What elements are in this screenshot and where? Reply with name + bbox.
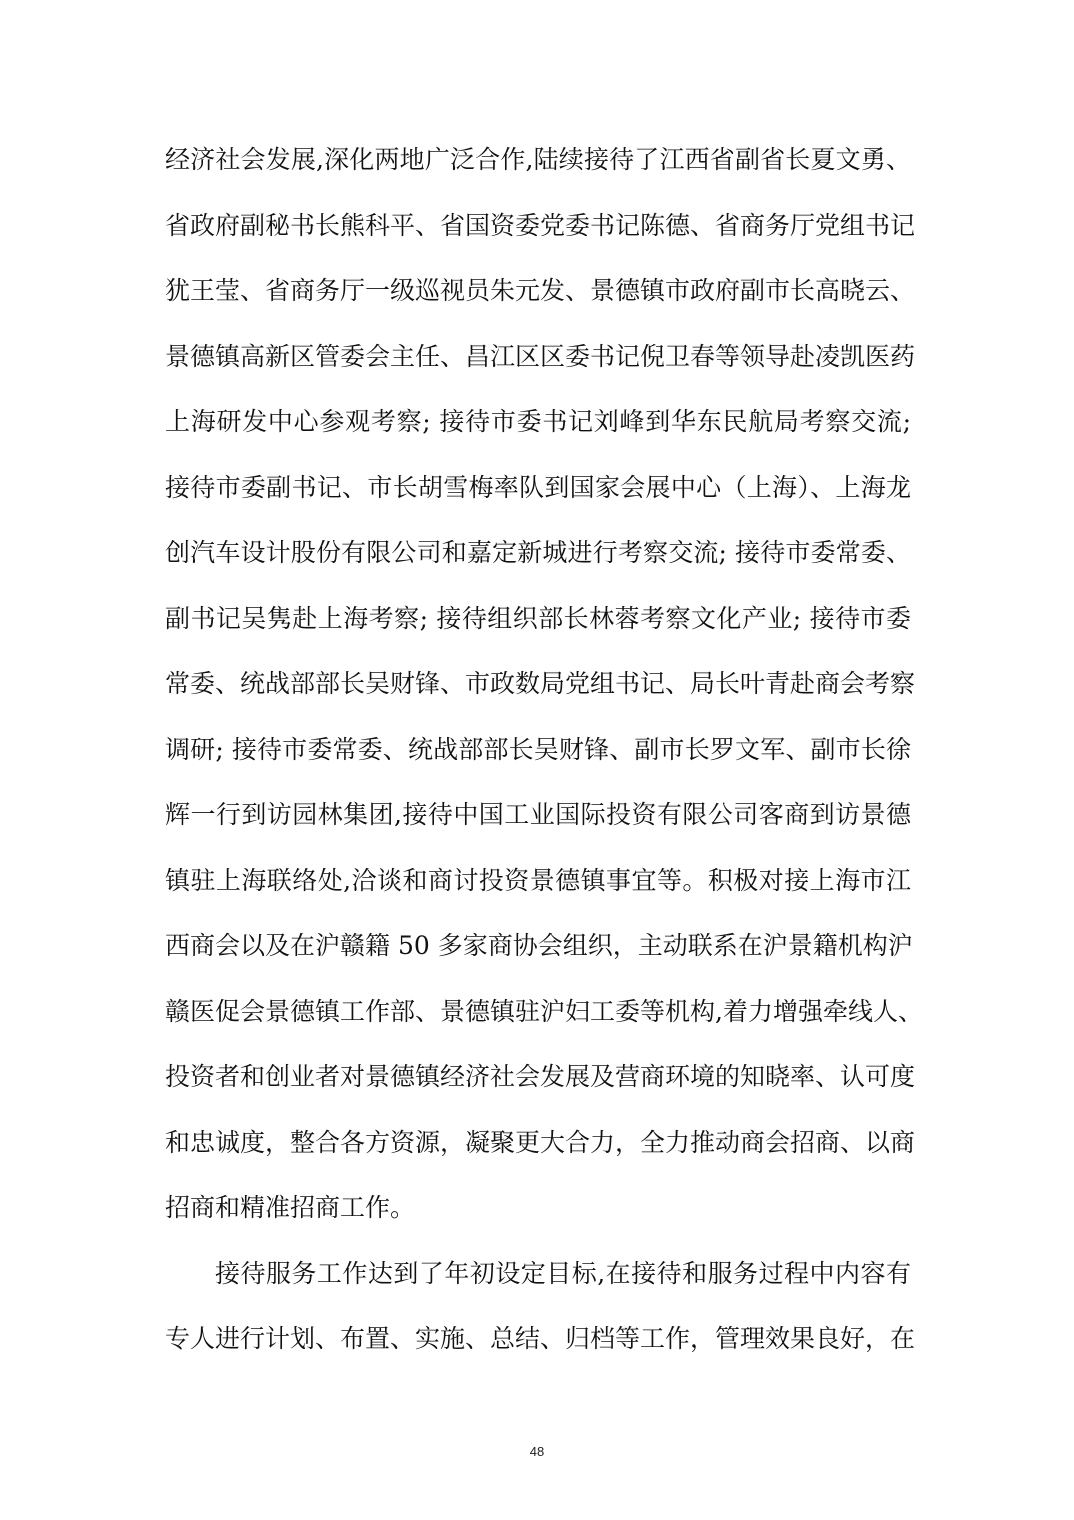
text-line: 景德镇高新区管委会主任、昌江区区委书记倪卫春等领导赴凌凯医药 <box>165 341 916 371</box>
text-line: 上海研发中心参观考察; 接待市委书记刘峰到华东民航局考察交流; <box>165 407 911 436</box>
text-line: 接待市委副书记、市长胡雪梅率队到国家会展中心（上海）、上海龙 <box>165 472 911 502</box>
text-line: 招商和精准招商工作。 <box>165 1193 416 1222</box>
page-number: 48 <box>529 1444 545 1459</box>
text-line: 西商会以及在沪赣籍 50 多家商协会组织，主动联系在沪景籍机构沪 <box>165 931 913 960</box>
text-line: 投资者和创业者对景德镇经济社会发展及营商环境的知晓率、认可度 <box>165 1062 916 1091</box>
text-line: 专人进行计划、布置、实施、总结、归档等工作，管理效果良好，在 <box>165 1324 916 1353</box>
text-line: 镇驻上海联络处,洽谈和商讨投资景德镇事宜等。积极对接上海市江 <box>165 865 911 895</box>
text-line: 副书记吴隽赴上海考察; 接待组织部长林蓉考察文化产业; 接待市委 <box>165 603 911 633</box>
paragraph-start-line: 接待服务工作达到了年初设定目标,在接待和服务过程中内容有 <box>215 1258 911 1288</box>
text-line: 省政府副秘书长熊科平、省国资委党委书记陈德、省商务厅党组书记 <box>165 210 916 240</box>
text-line: 赣医促会景德镇工作部、景德镇驻沪妇工委等机构,着力增强牵线人、 <box>165 996 923 1026</box>
document-body <box>165 142 923 1387</box>
text-line: 经济社会发展,深化两地广泛合作,陆续接待了江西省副省长夏文勇、 <box>165 145 911 174</box>
text-line: 和忠诚度，整合各方资源，凝聚更大合力，全力推动商会招商、以商 <box>165 1127 916 1157</box>
text-line: 辉一行到访园林集团,接待中国工业国际投资有限公司客商到访景德 <box>165 800 911 829</box>
text-line: 常委、统战部部长吴财锋、市政数局党组书记、局长叶青赴商会考察 <box>165 669 916 698</box>
text-line: 犹王莹、省商务厅一级巡视员朱元发、景德镇市政府副市长高晓云、 <box>165 276 916 305</box>
text-line: 创汽车设计股份有限公司和嘉定新城进行考察交流; 接待市委常委、 <box>165 538 911 567</box>
text-line: 调研; 接待市委常委、统战部部长吴财锋、副市长罗文军、副市长徐 <box>165 734 911 764</box>
